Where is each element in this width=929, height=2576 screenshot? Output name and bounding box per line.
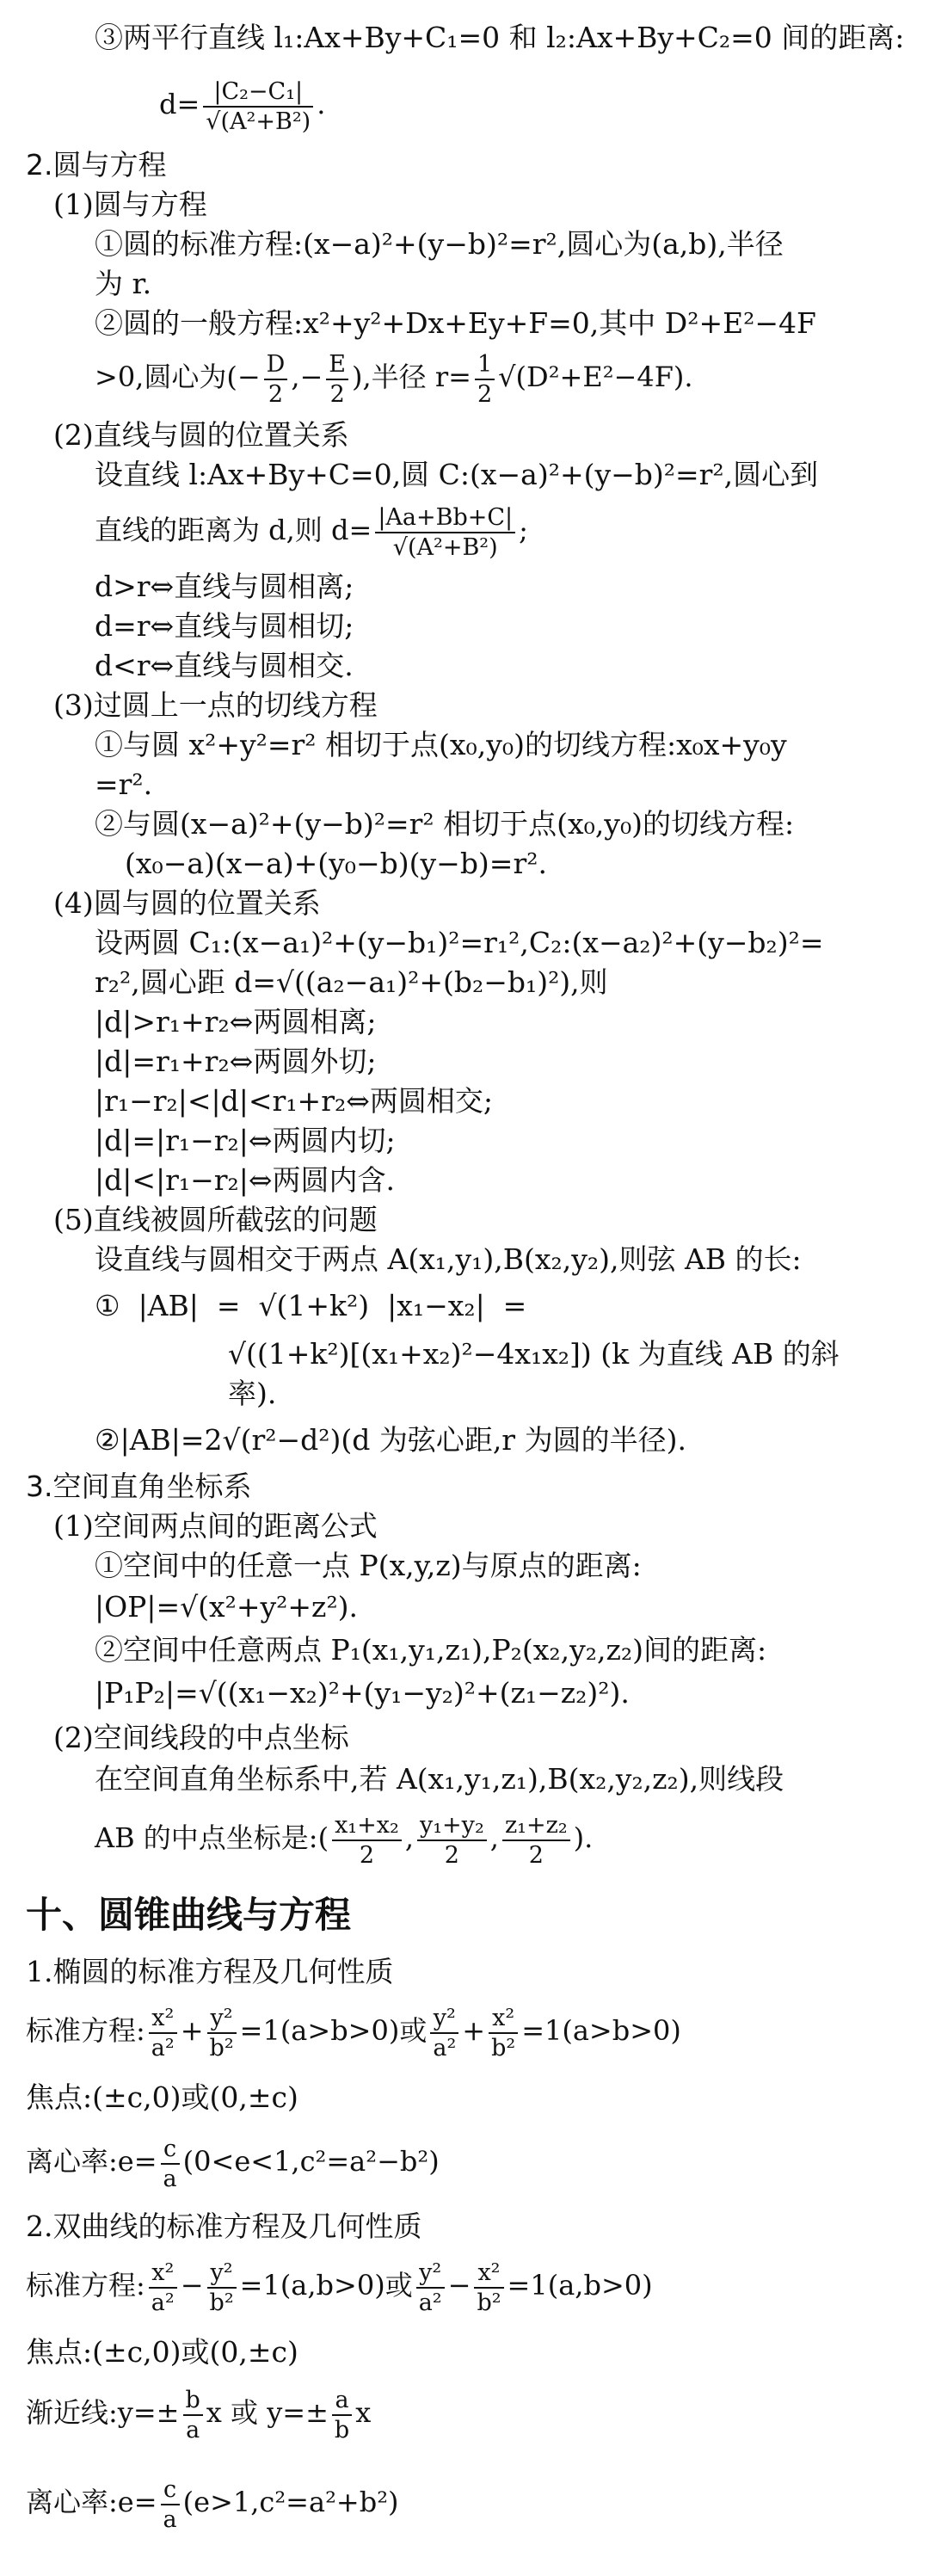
subsection-space-distance: (1)空间两点间的距离公式 bbox=[53, 1509, 378, 1543]
tangent-general-circle-eq: (x₀−a)(x−a)+(y₀−b)(y−b)=r². bbox=[125, 847, 547, 880]
chapter-title-conic-sections: 十、圆锥曲线与方程 bbox=[26, 1894, 352, 1936]
line-circle-separate: d>r⇔直线与圆相离; bbox=[95, 570, 354, 603]
section-title-ellipse: 1.椭圆的标准方程及几何性质 bbox=[26, 1955, 394, 1988]
two-circles-center-distance: r₂²,圆心距 d=√((a₂−a₁)²+(b₂−b₁)²),则 bbox=[95, 965, 608, 999]
chord-length-formula-1-end: 率). bbox=[228, 1377, 277, 1410]
two-circles-intersect: |r₁−r₂|<|d|<r₁+r₂⇔两圆相交; bbox=[95, 1084, 493, 1118]
tangent-origin-circle-cont: =r². bbox=[95, 767, 153, 801]
two-circles-setup: 设两圆 C₁:(x−a₁)²+(y−b₁)²=r₁²,C₂:(x−a₂)²+(y−b₂)²= bbox=[95, 926, 824, 959]
two-circles-internal-tangent: |d|=|r₁−r₂|⇔两圆内切; bbox=[95, 1124, 396, 1157]
chord-setup: 设直线与圆相交于两点 A(x₁,y₁),B(x₂,y₂),则弦 AB 的长: bbox=[95, 1242, 802, 1276]
subsection-two-circles: (4)圆与圆的位置关系 bbox=[53, 886, 321, 920]
circle-standard-equation-cont: 为 r. bbox=[95, 267, 152, 300]
hyperbola-asymptotes: 渐近线:y=± $\frac{b}{a}$ x 或 y=± $\frac{a}{b}$ x bbox=[26, 2386, 372, 2444]
subsection-circle-equation: (1)圆与方程 bbox=[53, 188, 207, 221]
space-point-origin-distance: ①空间中的任意一点 P(x,y,z)与原点的距离: bbox=[95, 1549, 642, 1582]
subsection-chord: (5)直线被圆所截弦的问题 bbox=[53, 1203, 378, 1236]
line-circle-intersect: d<r⇔直线与圆相交. bbox=[95, 649, 354, 682]
two-circles-contained: |d|<|r₁−r₂|⇔两圆内含. bbox=[95, 1163, 396, 1197]
parallel-lines-distance-formula: d= $\frac{\text{|C₂−C₁|}}{\text{√(A²+B²)}}$ . bbox=[159, 77, 326, 135]
space-midpoint-setup: 在空间直角坐标系中,若 A(x₁,y₁,z₁),B(x₂,y₂,z₂),则线段 bbox=[95, 1762, 784, 1796]
space-midpoint-formula: AB 的中点坐标是:( $\frac{\text{x₁+x₂}}{2}$ , $\frac{\text{y₁+y₂}}{2}$ , $\frac{\text{z₁+z₂}}{2}$ ). bbox=[95, 1811, 594, 1869]
subsection-line-circle: (2)直线与圆的位置关系 bbox=[53, 418, 349, 452]
chord-length-formula-1-cont: √((1+k²)[(x₁+x₂)²−4x₁x₂]) (k 为直线 AB 的斜 bbox=[228, 1337, 840, 1371]
tangent-origin-circle: ①与圆 x²+y²=r² 相切于点(x₀,y₀)的切线方程:x₀x+y₀y bbox=[95, 728, 787, 761]
space-two-points-distance: ②空间中任意两点 P₁(x₁,y₁,z₁),P₂(x₂,y₂,z₂)间的距离: bbox=[95, 1633, 767, 1667]
hyperbola-standard-equation: 标准方程: $\frac{\text{x²}}{\text{a²}}$ − $\frac{\text{y²}}{\text{b²}}$ =1(a,b>0)或 $\frac{\text{y²}}{\text{a²}}$ − $\frac{\text{x²}}{\text{b²}}$ =1(a,b>0) bbox=[26, 2259, 653, 2316]
circle-general-center-radius: >0,圆心为(− $\frac{D}{2}$ ,− $\frac{E}{2}$ ),半径 r= $\frac{1}{2}$ √(D²+E²−4F). bbox=[95, 350, 693, 408]
section-title-space-coordinates: 3.空间直角坐标系 bbox=[26, 1470, 252, 1503]
space-two-points-formula: |P₁P₂|=√((x₁−x₂)²+(y₁−y₂)²+(z₁−z₂)²). bbox=[95, 1676, 630, 1710]
subsection-space-midpoint: (2)空间线段的中点坐标 bbox=[53, 1721, 349, 1754]
space-point-origin-formula: |OP|=√(x²+y²+z²). bbox=[95, 1590, 359, 1624]
ellipse-eccentricity: 离心率:e= $\frac{c}{a}$ (0<e<1,c²=a²−b²) bbox=[26, 2135, 440, 2192]
line-circle-distance: 直线的距离为 d,则 d= $\frac{|Aa+Bb+C|}{\text{√(A²+B²)}}$ ; bbox=[95, 503, 528, 561]
line-circle-tangent: d=r⇔直线与圆相切; bbox=[95, 609, 354, 643]
circle-standard-equation: ①圆的标准方程:(x−a)²+(y−b)²=r²,圆心为(a,b),半径 bbox=[95, 227, 784, 261]
subsection-tangent: (3)过圆上一点的切线方程 bbox=[53, 688, 378, 722]
hyperbola-eccentricity: 离心率:e= $\frac{c}{a}$ (e>1,c²=a²+b²) bbox=[26, 2475, 399, 2533]
chord-length-formula-2: ②|AB|=2√(r²−d²)(d 为弦心距,r 为圆的半径). bbox=[95, 1423, 686, 1457]
tangent-general-circle: ②与圆(x−a)²+(y−b)²=r² 相切于点(x₀,y₀)的切线方程: bbox=[95, 807, 795, 841]
two-circles-separate: |d|>r₁+r₂⇔两圆相离; bbox=[95, 1005, 377, 1038]
chord-length-formula-1: ① |AB| = √(1+k²) |x₁−x₂| = bbox=[95, 1289, 527, 1322]
ellipse-foci: 焦点:(±c,0)或(0,±c) bbox=[26, 2080, 298, 2114]
parallel-lines-distance-heading: ③两平行直线 l₁:Ax+By+C₁=0 和 l₂:Ax+By+C₂=0 间的距离: bbox=[95, 21, 905, 54]
hyperbola-foci: 焦点:(±c,0)或(0,±c) bbox=[26, 2335, 298, 2369]
circle-general-equation: ②圆的一般方程:x²+y²+Dx+Ey+F=0,其中 D²+E²−4F bbox=[95, 306, 816, 340]
two-circles-external-tangent: |d|=r₁+r₂⇔两圆外切; bbox=[95, 1045, 377, 1078]
section-title-circle-equation: 2.圆与方程 bbox=[26, 148, 167, 182]
ellipse-standard-equation: 标准方程: $\frac{\text{x²}}{\text{a²}}$ + $\frac{\text{y²}}{\text{b²}}$ =1(a>b>0)或 $\frac{\text{y²}}{\text{a²}}$ + $\frac{\text{x²}}{\text{b²}}$ =1(a>b>0) bbox=[26, 2004, 681, 2061]
section-title-hyperbola: 2.双曲线的标准方程及几何性质 bbox=[26, 2209, 422, 2243]
line-circle-setup: 设直线 l:Ax+By+C=0,圆 C:(x−a)²+(y−b)²=r²,圆心到 bbox=[95, 458, 819, 491]
